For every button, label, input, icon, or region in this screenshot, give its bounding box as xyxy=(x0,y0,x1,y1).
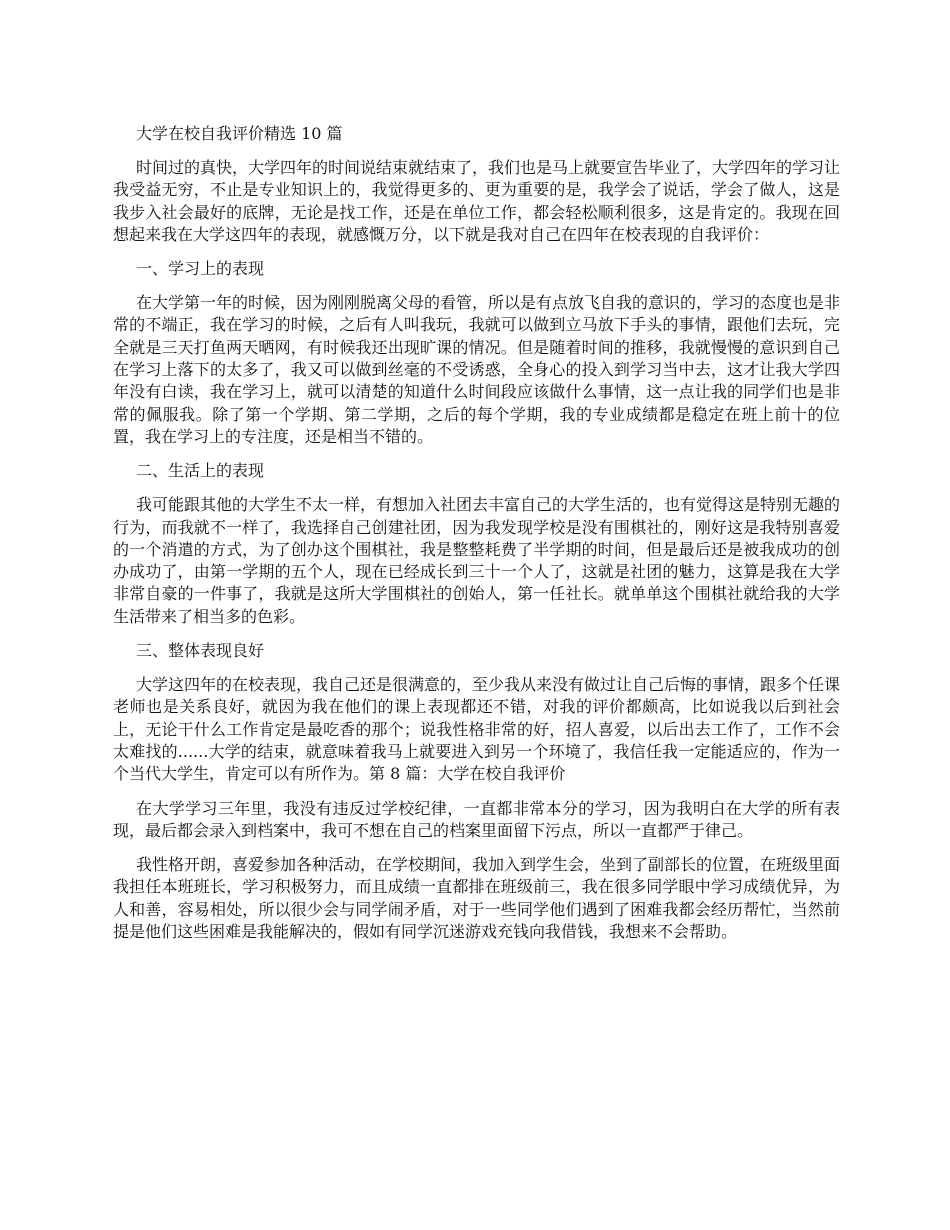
section-heading-life: 二、生活上的表现 xyxy=(136,461,265,481)
paragraph-overall: 大学这四年的在校表现，我自己还是很满意的，至少我从来没有做过让自己后悔的事情，跟多个任课老师也是关系良好，就因为我在他们的课上表现都还不错，对我的评价都颇高，比如说我以后到社会上，无论干什么工作肯定是最吃香的那个；说我性格非常的好，招人喜爱，以后出去工作了，工作不会太难找的......大学的结束，就意味着我马上就要进入到另一个环境了，我信任我一定能适应的，作为一个当代大学生，肯定可以有所作为。第 8 篇：大学在校自我评价 xyxy=(113,675,841,784)
paragraph-study: 在大学第一年的时候，因为刚刚脱离父母的看管，所以是有点放飞自我的意识的，学习的态度也是非常的不端正，我在学习的时候，之后有人叫我玩，我就可以做到立马放下手头的事情，跟他们去玩，完全就是三天打鱼两天晒网，有时候我还出现旷课的情况。但是随着时间的推移，我就慢慢的意识到自己在学习上落下的太多了，我又可以做到丝毫的不受诱惑，全身心的投入到学习当中去，这才让我大学四年没有白读，我在学习上，就可以清楚的知道什么时间段应该做什么事情，这一点让我的同学们也是非常的佩服我。除了第一个学期、第二学期，之后的每个学期，我的专业成绩都是稳定在班上前十的位置，我在学习上的专注度，还是相当不错的。 xyxy=(113,293,841,446)
paragraph-discipline: 在大学学习三年里，我没有违反过学校纪律，一直都非常本分的学习，因为我明白在大学的所有表现，最后都会录入到档案中，我可不想在自己的档案里面留下污点，所以一直都严于律己。 xyxy=(113,798,840,840)
document-page xyxy=(113,123,840,955)
paragraph-intro: 时间过的真快，大学四年的时间说结束就结束了，我们也是马上就要宣告毕业了，大学四年的学习让我受益无穷，不止是专业知识上的，我觉得更多的、更为重要的是，我学会了说话，学会了做人，这是我步入社会最好的底牌，无论是找工作，还是在单位工作，都会轻松顺利很多，这是肯定的。我现在回想起来我在大学这四年的表现，就感慨万分，以下就是我对自己在四年在校表现的自我评价： xyxy=(113,158,841,244)
paragraph-life: 我可能跟其他的大学生不太一样，有想加入社团去丰富自己的大学生活的，也有觉得这是特别无趣的行为，而我就不一样了，我选择自己创建社团，因为我发现学校是没有围棋社的，刚好这是我特别喜爱的一个消遣的方式，为了创办这个围棋社，我是整整耗费了半学期的时间，但是最后还是被我成功的创办成功了，由第一学期的五个人，现在已经成长到三十一个人了，这就是社团的魅力，这算是我在大学非常自豪的一件事了，我就是这所大学围棋社的创始人，第一任社长。就单单这个围棋社就给我的大学生活带来了相当多的色彩。 xyxy=(113,495,841,626)
section-heading-overall: 三、整体表现良好 xyxy=(136,641,265,661)
paragraph-personality: 我性格开朗，喜爱参加各种活动，在学校期间，我加入到学生会，坐到了副部长的位置，在班级里面我担任本班班长，学习积极努力，而且成绩一直都排在班级前三，我在很多同学眼中学习成绩优异，为人和善，容易相处，所以很少会与同学闹矛盾，对于一些同学他们遇到了困难我都会经历帮忙，当然前提是他们这些困难是我能解决的，假如有同学沉迷游戏充钱向我借钱，我想来不会帮助。 xyxy=(113,855,841,942)
section-heading-study: 一、学习上的表现 xyxy=(136,259,265,279)
document-title: 大学在校自我评价精选 10 篇 xyxy=(136,124,343,143)
